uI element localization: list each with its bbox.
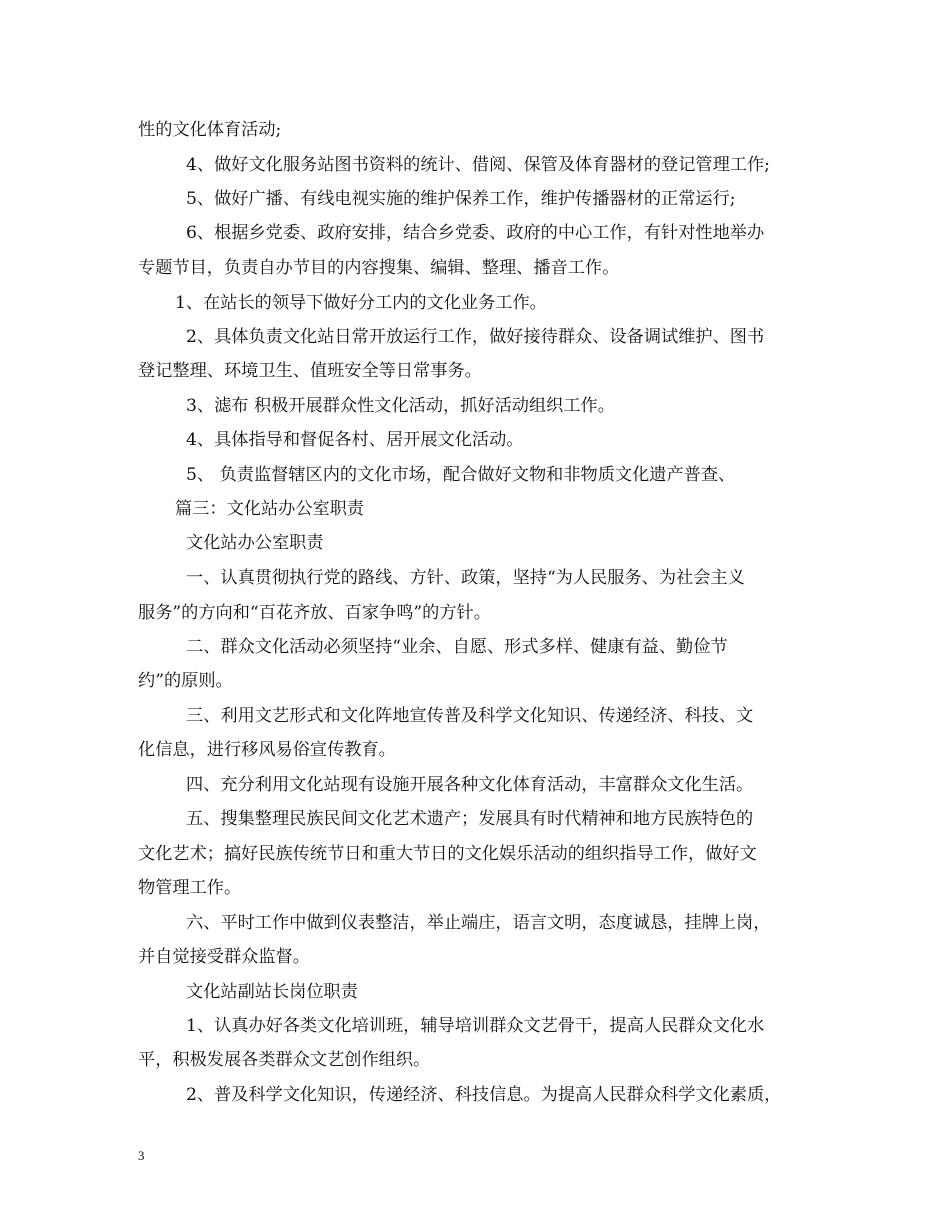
text-line: 2、具体负责文化站日常开放运行工作，做好接待群众、设备调试维护、图书 <box>186 327 765 347</box>
text-line: 五、搜集整理民族民间文化艺术遗产；发展具有时代精神和地方民族特色的 <box>186 809 754 829</box>
text-line: 六、平时工作中做到仪表整洁，举止端庄，语言文明，态度诚恳，挂牌上岗， <box>186 913 771 933</box>
text-line: 约”的原则。 <box>138 671 233 691</box>
section-heading: 篇三：文化站办公室职责 <box>175 499 365 519</box>
text-line: 1、认真办好各类文化培训班，辅导培训群众文艺骨干，提高人民群众文化水 <box>186 1016 765 1036</box>
text-line: 1、在站长的领导下做好分工内的文化业务工作。 <box>175 293 547 313</box>
text-line: 四、充分利用文化站现有设施开展各种文化体育活动，丰富群众文化生活。 <box>186 775 754 795</box>
text-line: 化信息，进行移风易俗宣传教育。 <box>138 740 396 760</box>
text-line: 5、做好广播、有线电视实施的维护保养工作，维护传播器材的正常运行; <box>186 189 736 209</box>
text-line: 2、普及科学文化知识，传递经济、科技信息。为提高人民群众科学文化素质， <box>186 1085 782 1105</box>
text-line: 4、具体指导和督促各村、居开展文化活动。 <box>186 430 524 450</box>
text-line: 并自觉接受群众监督。 <box>138 947 310 967</box>
text-line: 服务”的方向和“百花齐放、百家争鸣”的方针。 <box>138 603 491 623</box>
text-line: 登记整理、环境卫生、值班安全等日常事务。 <box>138 361 482 381</box>
text-line: 二、群众文化活动必须坚持“业余、自愿、形式多样、健康有益、勤俭节 <box>186 637 728 657</box>
text-line: 4、做好文化服务站图书资料的统计、借阅、保管及体育器材的登记管理工作; <box>186 155 770 175</box>
text-line: 5、 负责监督辖区内的文化市场，配合做好文物和非物质文化遗产普查、 <box>186 465 736 485</box>
text-line: 三、利用文艺形式和文化阵地宣传普及科学文化知识、传递经济、科技、文 <box>186 706 754 726</box>
text-line: 物管理工作。 <box>138 878 242 898</box>
text-line: 性的文化体育活动; <box>138 120 282 140</box>
page-number: 3 <box>138 1148 145 1163</box>
subheading: 文化站办公室职责 <box>186 533 324 553</box>
text-line: 专题节目，负责自办节目的内容搜集、编辑、整理、播音工作。 <box>138 258 620 278</box>
text-line: 一、认真贯彻执行党的路线、方针、政策，坚持“为人民服务、为社会主义 <box>186 568 745 588</box>
text-line: 文化艺术；搞好民族传统节日和重大节日的文化娱乐活动的组织指导工作，做好文 <box>138 844 757 864</box>
text-line: 平，积极发展各类群众文艺创作组织。 <box>138 1050 431 1070</box>
text-line: 6、根据乡党委、政府安排，结合乡党委、政府的中心工作，有针对性地举办 <box>186 223 765 243</box>
text-line: 3、滤布 积极开展群众性文化活动，抓好活动组织工作。 <box>186 396 615 416</box>
subheading: 文化站副站长岗位职责 <box>186 982 358 1002</box>
